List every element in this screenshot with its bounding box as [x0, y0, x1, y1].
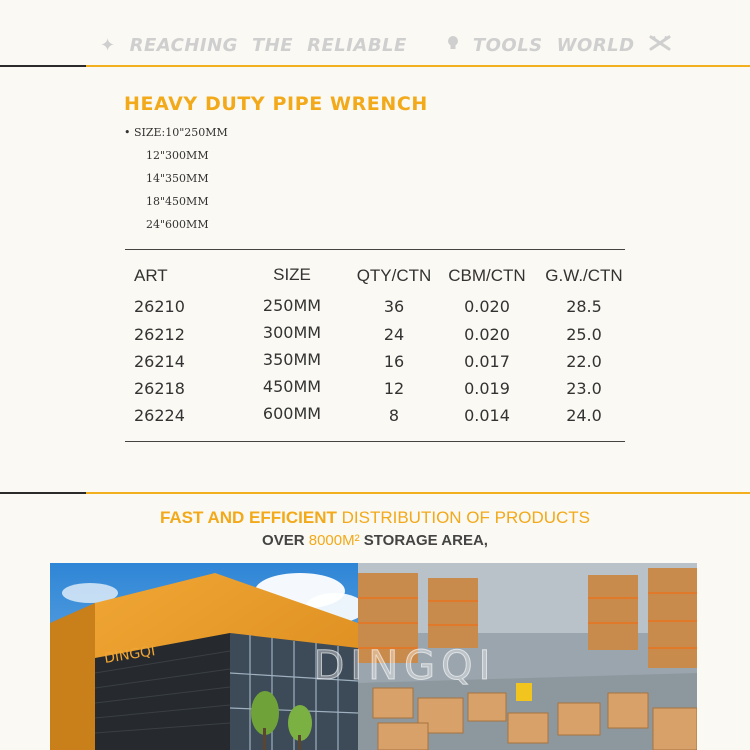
cell-art: 26224 — [134, 406, 185, 425]
column-header-cbm: CBM/CTN — [448, 266, 526, 285]
table-top-rule — [125, 249, 625, 250]
tagline-word: TOOLS — [472, 34, 543, 56]
cell-size: 450MM — [262, 377, 322, 396]
cell-size: 600MM — [262, 404, 322, 423]
promo-subline-a: OVER — [262, 532, 305, 549]
cell-cbm: 0.019 — [464, 379, 510, 398]
cell-gw: 23.0 — [566, 379, 602, 398]
product-title: HEAVY DUTY PIPE WRENCH — [124, 93, 428, 115]
tagline — [100, 34, 671, 56]
cell-cbm: 0.020 — [464, 325, 510, 344]
size-item: • SIZE:10"250MM — [124, 126, 228, 139]
building-sign: DINGQI — [103, 643, 157, 667]
size-item: 12"300MM — [146, 149, 209, 162]
table-bottom-rule — [125, 441, 625, 442]
promo-subline-c: STORAGE AREA, — [363, 532, 488, 549]
cell-gw: 28.5 — [566, 297, 602, 316]
sparkle-icon: ✦ — [100, 34, 116, 56]
cell-qty: 8 — [388, 406, 400, 425]
cell-art: 26212 — [134, 325, 185, 344]
cell-gw: 22.0 — [566, 352, 602, 371]
size-item: 24"600MM — [146, 218, 209, 231]
tagline-word: RELIABLE — [307, 34, 407, 56]
column-header-gw: G.W./CTN — [545, 266, 623, 285]
cell-cbm: 0.017 — [464, 352, 510, 371]
watermark: DINGQI — [313, 643, 497, 689]
cell-art: 26210 — [134, 297, 185, 316]
cell-qty: 36 — [383, 297, 405, 316]
size-item: 18"450MM — [146, 195, 209, 208]
cell-size: 300MM — [262, 323, 322, 342]
section-divider — [0, 492, 750, 494]
cell-art: 26218 — [134, 379, 185, 398]
tagline-word: REACHING — [129, 34, 238, 56]
promo-headline-light: DISTRIBUTION OF PRODUCTS — [341, 508, 591, 527]
crossed-tools-icon — [649, 35, 671, 56]
promo-headline — [0, 508, 750, 528]
cell-size: 250MM — [262, 296, 322, 315]
promo-headline-strong: FAST AND EFFICIENT — [159, 508, 337, 527]
column-header-art: ART — [134, 266, 168, 285]
cell-cbm: 0.020 — [464, 297, 510, 316]
tagline-word: THE — [251, 34, 294, 56]
promo-subline — [0, 532, 750, 549]
promo-subline-area: 8000M² — [308, 532, 360, 549]
header-divider — [0, 65, 750, 67]
cell-qty: 24 — [383, 325, 405, 344]
cell-cbm: 0.014 — [464, 406, 510, 425]
size-item: 14"350MM — [146, 172, 209, 185]
column-header-size: SIZE — [273, 265, 311, 284]
bulb-icon — [447, 35, 459, 56]
tagline-word: WORLD — [556, 34, 635, 56]
cell-qty: 16 — [383, 352, 405, 371]
cell-size: 350MM — [262, 350, 322, 369]
cell-gw: 24.0 — [566, 406, 602, 425]
cell-gw: 25.0 — [566, 325, 602, 344]
cell-art: 26214 — [134, 352, 185, 371]
cell-qty: 12 — [383, 379, 405, 398]
column-header-qty: QTY/CTN — [356, 266, 432, 285]
